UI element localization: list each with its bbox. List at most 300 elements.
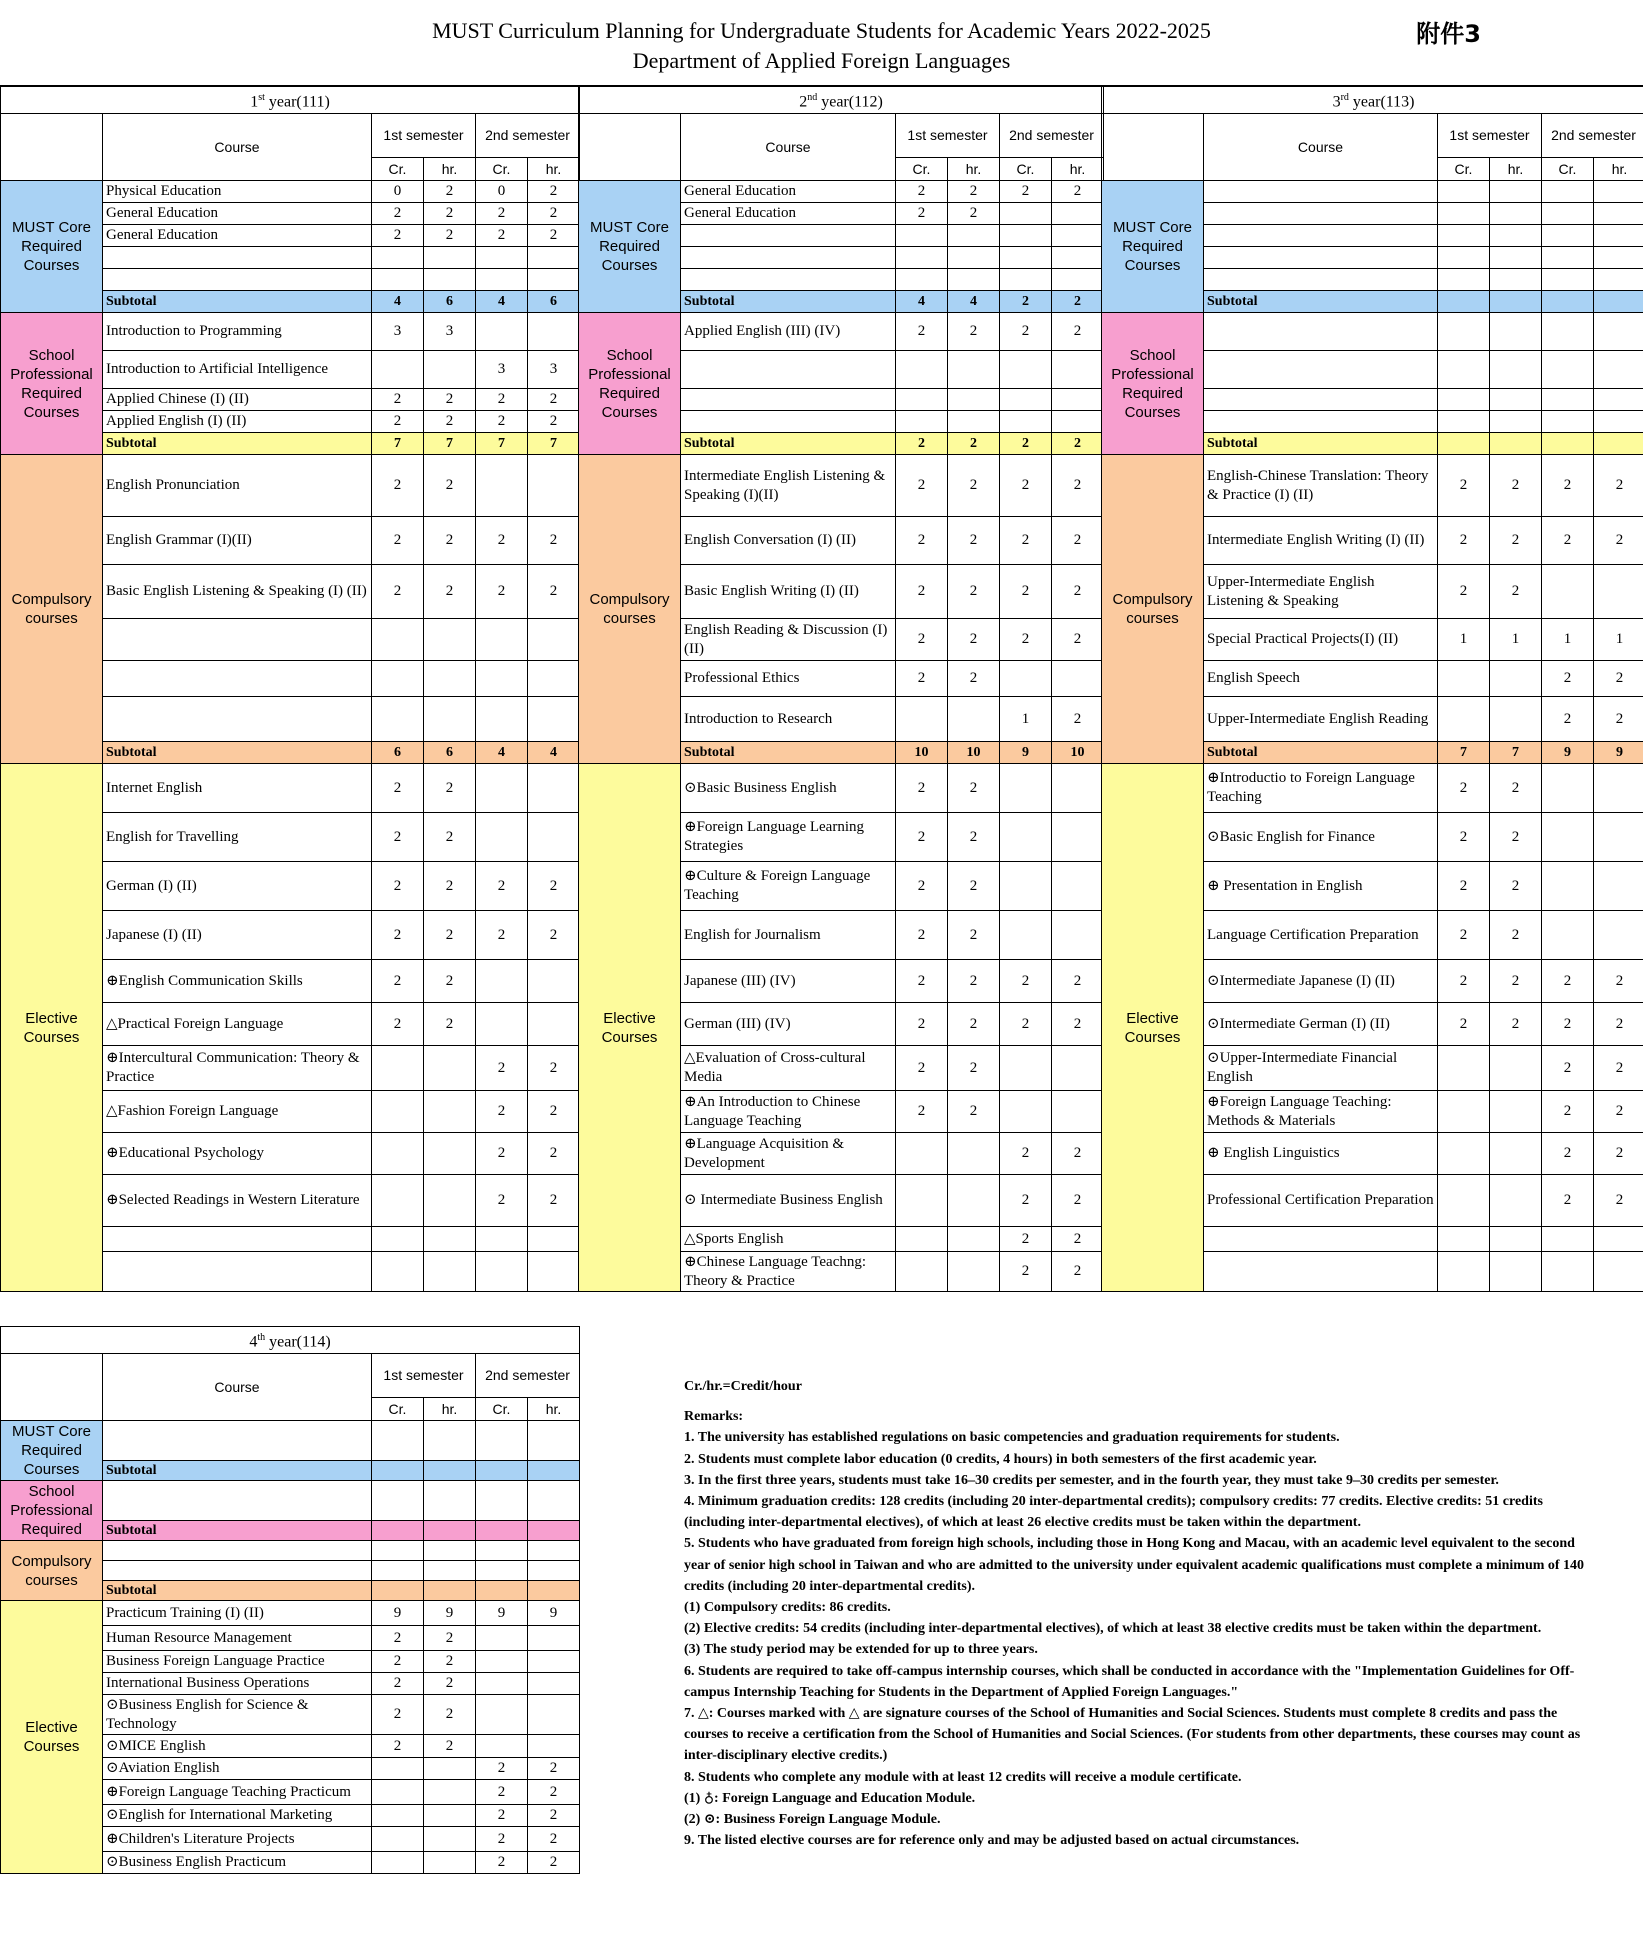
credit-value (372, 661, 424, 697)
remark-item: 2. Students must complete labor education (0 credits, 4 hours) in both semesters of the first academic year. (684, 1451, 1317, 1467)
subtotal-hour (528, 1581, 580, 1601)
subtotal-credit: 9 (1542, 742, 1594, 764)
course-name (681, 411, 896, 433)
course-name: ⊙Upper-Intermediate Financial English (1204, 1046, 1438, 1091)
hour-value: 2 (948, 960, 1000, 1003)
hour-value (948, 269, 1000, 291)
credit-value: 2 (1438, 862, 1490, 911)
remark-item: 6. Students are required to take off-campus internship courses, which shall be conducted in accordance with the "Implementation Guidelines for Off-campus Internship Teaching for Students in the Department of Applied Foreign Languages." (684, 1663, 1575, 1700)
credit-value: 2 (896, 911, 948, 960)
hour-value (1490, 247, 1542, 269)
course-name (103, 247, 372, 269)
credit-value (476, 1541, 528, 1561)
hour-value (948, 1175, 1000, 1227)
credit-value (372, 1091, 424, 1133)
credit-value: 2 (372, 565, 424, 619)
subtotal-credit: 2 (1000, 291, 1052, 313)
credit-value: 2 (1542, 960, 1594, 1003)
credit-value (372, 1805, 424, 1827)
credit-header: Cr. (896, 158, 948, 181)
hour-value (948, 225, 1000, 247)
course-row (579, 313, 1104, 351)
hour-value (424, 1175, 476, 1227)
hour-value (528, 1481, 580, 1521)
hour-value (424, 1252, 476, 1292)
credit-header: Cr. (1438, 158, 1490, 181)
hour-value: 2 (424, 1003, 476, 1046)
hour-value: 2 (424, 764, 476, 813)
hour-value: 2 (1594, 517, 1643, 565)
hour-value (528, 1695, 580, 1735)
hour-value: 2 (528, 181, 580, 203)
course-row (1102, 455, 1643, 517)
credit-header: Cr. (372, 1398, 424, 1421)
hour-value: 2 (424, 517, 476, 565)
credit-value: 2 (1542, 455, 1594, 517)
course-name: ⊕Selected Readings in Western Literature (103, 1175, 372, 1227)
hour-value: 2 (1594, 697, 1643, 742)
hour-value (528, 619, 580, 661)
remarks-list (684, 1427, 1599, 1851)
hour-value (1490, 269, 1542, 291)
credit-value: 2 (1000, 1003, 1052, 1046)
category-sch: School Professional Required (1, 1481, 103, 1541)
hour-value: 2 (1490, 455, 1542, 517)
course-name (1204, 181, 1438, 203)
credit-value: 2 (896, 181, 948, 203)
hour-value (424, 1780, 476, 1805)
credit-value: 2 (476, 1780, 528, 1805)
credit-value (476, 1695, 528, 1735)
hour-value (1052, 764, 1104, 813)
hour-value (1490, 203, 1542, 225)
subtotal-credit (1438, 433, 1490, 455)
credit-value: 2 (476, 1175, 528, 1227)
curriculum-table-year-3 (1101, 86, 1643, 1292)
credit-value: 2 (372, 1626, 424, 1651)
credit-value: 2 (476, 911, 528, 960)
course-row (1102, 764, 1643, 813)
hour-value (424, 247, 476, 269)
hour-value (528, 1252, 580, 1292)
subtotal-hour: 2 (1052, 433, 1104, 455)
hour-value: 2 (528, 565, 580, 619)
hour-value: 2 (1052, 313, 1104, 351)
course-name (681, 247, 896, 269)
course-name (681, 225, 896, 247)
subtotal-credit (372, 1581, 424, 1601)
hour-value (1052, 911, 1104, 960)
credit-value: 2 (476, 1805, 528, 1827)
subtotal-hour (1490, 291, 1542, 313)
subtotal-label: Subtotal (1204, 433, 1438, 455)
hour-value (528, 247, 580, 269)
subtotal-hour: 6 (424, 291, 476, 313)
semester-2-header: 2nd semester (1000, 114, 1104, 158)
credit-value (896, 697, 948, 742)
course-header: Course (103, 114, 372, 181)
credit-value: 2 (1000, 565, 1052, 619)
hour-value: 2 (1490, 911, 1542, 960)
course-name (681, 389, 896, 411)
hour-value (528, 1626, 580, 1651)
course-header: Course (681, 114, 896, 181)
hour-value: 9 (528, 1601, 580, 1626)
hour-value (424, 269, 476, 291)
credit-value (476, 764, 528, 813)
hour-value (424, 1805, 476, 1827)
course-name (1204, 351, 1438, 389)
remarks-title: Remarks: (684, 1409, 744, 1425)
credit-value: 2 (372, 1735, 424, 1758)
semester-1-header: 1st semester (896, 114, 1000, 158)
credit-value (1438, 1227, 1490, 1252)
year-4-block (0, 1326, 579, 1874)
hour-value (948, 351, 1000, 389)
credit-value (476, 661, 528, 697)
course-name: General Education (681, 181, 896, 203)
course-name: ⊕Intercultural Communication: Theory & Practice (103, 1046, 372, 1091)
credit-value (1438, 351, 1490, 389)
course-name: General Education (103, 203, 372, 225)
credit-value (476, 1626, 528, 1651)
hour-value (424, 1133, 476, 1175)
semester-1-header: 1st semester (372, 1354, 476, 1398)
subtotal-credit: 4 (476, 742, 528, 764)
category-header (1, 114, 103, 181)
course-name (103, 1421, 372, 1461)
hour-value: 2 (424, 203, 476, 225)
category-core: MUST Core Required Courses (1, 1421, 103, 1481)
subtotal-credit (1438, 291, 1490, 313)
hour-value: 2 (1490, 1003, 1542, 1046)
category-core: MUST Core Required Courses (1102, 181, 1204, 313)
course-name: Internet English (103, 764, 372, 813)
course-row (1, 1481, 580, 1521)
course-name: English for Journalism (681, 911, 896, 960)
category-core: MUST Core Required Courses (579, 181, 681, 313)
credit-value: 2 (896, 203, 948, 225)
category-comp: Compulsory courses (1102, 455, 1204, 764)
hour-value: 2 (948, 1091, 1000, 1133)
course-name: ⊕Foreign Language Learning Strategies (681, 813, 896, 862)
year-title: 4th year(114) (1, 1327, 580, 1354)
hour-value: 2 (1594, 1046, 1643, 1091)
hour-value (948, 1227, 1000, 1252)
credit-value: 2 (372, 1651, 424, 1673)
hour-header: hr. (424, 158, 476, 181)
subtotal-label: Subtotal (103, 433, 372, 455)
credit-value (1542, 764, 1594, 813)
credit-value: 2 (372, 911, 424, 960)
hour-value (528, 1561, 580, 1581)
remark-item: 8. Students who complete any module with at least 12 credits will receive a module certificate. (684, 1769, 1242, 1785)
credit-value (1542, 247, 1594, 269)
hour-header: hr. (528, 1398, 580, 1421)
hour-value (1052, 661, 1104, 697)
hour-value: 2 (528, 1852, 580, 1874)
course-row (1, 455, 580, 517)
hour-value: 2 (424, 1673, 476, 1695)
credit-value (1542, 269, 1594, 291)
credit-value: 2 (1542, 1003, 1594, 1046)
credit-value (1438, 697, 1490, 742)
course-name: English Speech (1204, 661, 1438, 697)
hour-value (1594, 389, 1643, 411)
credit-value (372, 247, 424, 269)
course-name: ⊕ Presentation in English (1204, 862, 1438, 911)
credit-value (1542, 911, 1594, 960)
course-name: ⊕An Introduction to Chinese Language Teaching (681, 1091, 896, 1133)
hour-value: 2 (948, 764, 1000, 813)
hour-value: 2 (948, 1046, 1000, 1091)
credit-value: 2 (372, 764, 424, 813)
hour-value: 2 (424, 455, 476, 517)
hour-value (1594, 813, 1643, 862)
course-name: ⊙Business English Practicum (103, 1852, 372, 1874)
course-name: Japanese (I) (II) (103, 911, 372, 960)
credit-header: Cr. (1000, 158, 1052, 181)
credit-value (476, 813, 528, 862)
hour-value: 2 (528, 411, 580, 433)
course-name: Professional Ethics (681, 661, 896, 697)
hour-value: 2 (528, 862, 580, 911)
subtotal-hour: 2 (948, 433, 1000, 455)
category-header (579, 114, 681, 181)
subtotal-label: Subtotal (103, 742, 372, 764)
curriculum-table-year-2 (578, 86, 1104, 1292)
hour-value: 2 (1490, 764, 1542, 813)
course-header: Course (103, 1354, 372, 1421)
hour-value: 2 (1594, 1003, 1643, 1046)
hour-value (1594, 351, 1643, 389)
hour-value: 2 (424, 813, 476, 862)
credit-value: 0 (476, 181, 528, 203)
hour-value (948, 247, 1000, 269)
credit-value (1542, 203, 1594, 225)
year-title: 2nd year(112) (579, 87, 1104, 114)
course-name (681, 351, 896, 389)
subtotal-hour: 7 (528, 433, 580, 455)
hour-value: 2 (1490, 517, 1542, 565)
hour-value: 2 (1052, 1252, 1104, 1292)
credit-value (476, 697, 528, 742)
course-name: ⊙Basic English for Finance (1204, 813, 1438, 862)
hour-value: 2 (948, 661, 1000, 697)
hour-value (1594, 225, 1643, 247)
hour-value (1594, 203, 1643, 225)
remark-item: (2) Elective credits: 54 credits (including inter-departmental electives), of which at least 38 elective credits must be taken within the department. (684, 1621, 1542, 1637)
subtotal-hour: 10 (1052, 742, 1104, 764)
credit-value (372, 1852, 424, 1874)
hour-header: hr. (1594, 158, 1643, 181)
credit-value: 2 (896, 813, 948, 862)
credit-value (896, 411, 948, 433)
hour-value: 2 (1052, 1003, 1104, 1046)
hour-header: hr. (1490, 158, 1542, 181)
course-name: Professional Certification Preparation (1204, 1175, 1438, 1227)
hour-value (1052, 247, 1104, 269)
credit-value (896, 1252, 948, 1292)
subtotal-credit: 2 (1000, 433, 1052, 455)
subtotal-credit: 2 (896, 433, 948, 455)
credit-value (372, 1252, 424, 1292)
credit-value: 1 (1542, 619, 1594, 661)
hour-value: 2 (1594, 1175, 1643, 1227)
credit-value: 2 (476, 1046, 528, 1091)
hour-value: 2 (424, 411, 476, 433)
course-name: △Fashion Foreign Language (103, 1091, 372, 1133)
hour-value (1052, 351, 1104, 389)
credit-value: 2 (372, 411, 424, 433)
subtotal-hour (1594, 433, 1643, 455)
course-name: Special Practical Projects(I) (II) (1204, 619, 1438, 661)
hour-value: 2 (528, 517, 580, 565)
hour-value (1490, 697, 1542, 742)
credit-value (372, 1541, 424, 1561)
category-elec: Elective Courses (579, 764, 681, 1292)
curriculum-table-year-4 (0, 1326, 580, 1874)
credit-value (896, 1227, 948, 1252)
credit-value (1542, 313, 1594, 351)
course-name (103, 1227, 372, 1252)
remark-item: 4. Minimum graduation credits: 128 credits (including 20 inter-departmental credits); compulsory credits: 77 credits. Elective credits: 51 credits (including inter-departmental electives), of which at least 26 elective credits must be taken within the department. (684, 1494, 1543, 1531)
credit-header: Cr. (1542, 158, 1594, 181)
course-name (681, 269, 896, 291)
hour-value (1490, 1175, 1542, 1227)
hour-value: 2 (1052, 619, 1104, 661)
semester-1-header: 1st semester (372, 114, 476, 158)
course-name: English for Travelling (103, 813, 372, 862)
credit-value (1000, 911, 1052, 960)
remark-item: (3) The study period may be extended for up to three years. (684, 1642, 1038, 1658)
credit-value (1438, 313, 1490, 351)
hour-value (528, 1227, 580, 1252)
hour-value: 2 (528, 1091, 580, 1133)
course-name (1204, 1227, 1438, 1252)
credit-value: 2 (1438, 565, 1490, 619)
subtotal-credit (372, 1521, 424, 1541)
hour-value: 2 (1594, 960, 1643, 1003)
hour-value: 2 (424, 565, 476, 619)
hour-value: 2 (1490, 565, 1542, 619)
credit-value: 2 (372, 1673, 424, 1695)
credit-value (372, 1827, 424, 1852)
hour-value: 2 (1594, 455, 1643, 517)
credit-value (1542, 411, 1594, 433)
credit-value: 2 (476, 1133, 528, 1175)
credit-value (372, 1780, 424, 1805)
credit-value: 2 (1438, 1003, 1490, 1046)
hour-value: 2 (424, 1626, 476, 1651)
semester-2-header: 2nd semester (476, 114, 580, 158)
subtotal-credit (476, 1521, 528, 1541)
hour-value: 2 (528, 911, 580, 960)
credit-value: 2 (896, 1046, 948, 1091)
hour-value (1594, 313, 1643, 351)
credit-value (1438, 225, 1490, 247)
credit-value (1542, 565, 1594, 619)
hour-value (1052, 203, 1104, 225)
credit-value (1000, 247, 1052, 269)
credit-value (476, 313, 528, 351)
remark-item: 5. Students who have graduated from foreign high schools, including those in Hong Kong and Macau, with an academic level equivalent to the second year of senior high school in Taiwan and who are admitted to the university under equivalent academic qualifications must complete a minimum of 140 credits (including 20 inter-departmental credits). (684, 1536, 1585, 1594)
hour-value (1052, 269, 1104, 291)
hour-value (1490, 1091, 1542, 1133)
category-sch: School Professional Required Courses (1, 313, 103, 455)
hour-value: 2 (948, 1003, 1000, 1046)
subtotal-credit (1542, 433, 1594, 455)
hour-value (424, 1046, 476, 1091)
subtotal-credit: 6 (372, 742, 424, 764)
category-comp: Compulsory courses (579, 455, 681, 764)
hour-value (948, 697, 1000, 742)
hour-value (528, 455, 580, 517)
hour-value (1490, 411, 1542, 433)
subtotal-credit: 10 (896, 742, 948, 764)
credit-value (372, 1561, 424, 1581)
credit-value: 2 (1000, 313, 1052, 351)
hour-value: 2 (948, 517, 1000, 565)
credit-value (476, 1735, 528, 1758)
hour-value: 2 (1052, 1175, 1104, 1227)
hour-value: 2 (1490, 862, 1542, 911)
category-comp: Compulsory courses (1, 455, 103, 764)
hour-value (948, 389, 1000, 411)
course-name: Language Certification Preparation (1204, 911, 1438, 960)
credit-value (1438, 1133, 1490, 1175)
course-name: Business Foreign Language Practice (103, 1651, 372, 1673)
credit-value: 2 (372, 203, 424, 225)
course-row (579, 181, 1104, 203)
remark-item: (1) Compulsory credits: 86 credits. (684, 1600, 891, 1616)
course-name: English Grammar (I)(II) (103, 517, 372, 565)
course-name: Applied Chinese (I) (II) (103, 389, 372, 411)
subtotal-label: Subtotal (1204, 742, 1438, 764)
remark-item: (1) ♁: Foreign Language and Education Module. (684, 1790, 976, 1806)
subtotal-credit (476, 1461, 528, 1481)
credit-value: 2 (1000, 181, 1052, 203)
course-name: Basic English Listening & Speaking (I) (II) (103, 565, 372, 619)
hour-value (1490, 313, 1542, 351)
course-name: Upper-Intermediate English Reading (1204, 697, 1438, 742)
hour-value (1490, 1133, 1542, 1175)
remark-item: (2) ⊙: Business Foreign Language Module. (684, 1812, 941, 1828)
course-name: ⊙Intermediate Japanese (I) (II) (1204, 960, 1438, 1003)
hour-value: 2 (1052, 455, 1104, 517)
course-name: ⊕Children's Literature Projects (103, 1827, 372, 1852)
hour-value (1594, 247, 1643, 269)
course-name: English Reading & Discussion (I) (II) (681, 619, 896, 661)
hour-value: 2 (1490, 813, 1542, 862)
hour-value: 2 (1052, 1227, 1104, 1252)
hour-value (1594, 1227, 1643, 1252)
credit-value (476, 1561, 528, 1581)
hour-value: 2 (1052, 517, 1104, 565)
hour-header: hr. (424, 1398, 476, 1421)
subtotal-credit (1542, 291, 1594, 313)
hour-value (1490, 351, 1542, 389)
course-row (579, 764, 1104, 813)
course-name (103, 697, 372, 742)
credit-value (1000, 813, 1052, 862)
subtotal-hour: 7 (1490, 742, 1542, 764)
course-row (1102, 313, 1643, 351)
hour-value (528, 813, 580, 862)
credit-value (372, 1133, 424, 1175)
hour-value: 2 (528, 1133, 580, 1175)
credit-value (372, 1227, 424, 1252)
